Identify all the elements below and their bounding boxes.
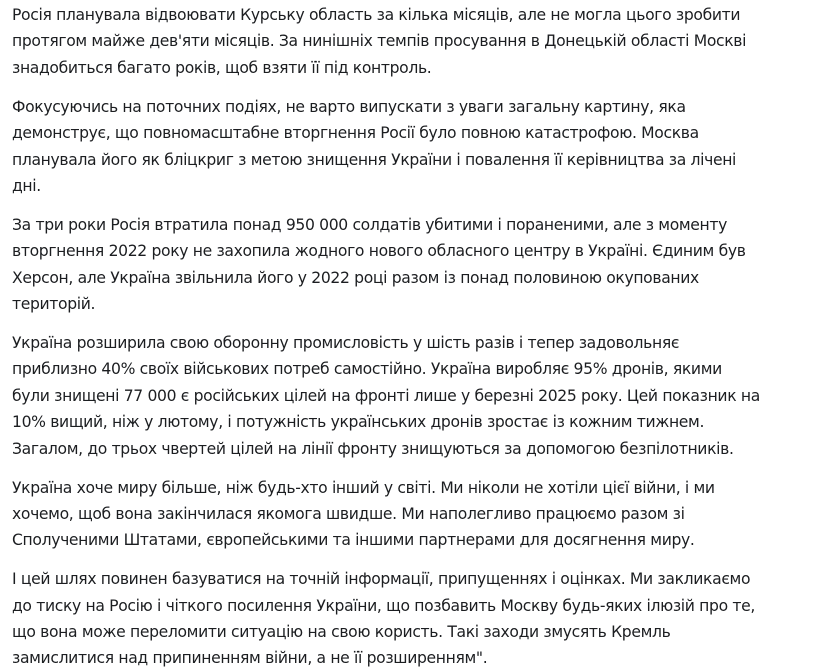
paragraph-6 [12,566,824,672]
text-line: протягом майже дев'яти місяців. За нинішніх темпів просування в Донецькій області Москві [12,32,747,51]
paragraph-2 [12,94,824,200]
text-line: Загалом, до трьох чвертей цілей на лінії фронту знищуються за допомогою безпілотників. [12,439,734,458]
text-line: були знищені 77 000 є російських цілей на фронті лише у березні 2025 року. Цей показник на [12,386,760,405]
text-line: Україна хоче миру більше, ніж будь-хто інший у світі. Ми ніколи не хотіли цієї війни, і ми [12,478,715,497]
paragraph-5 [12,475,824,554]
text-line: Фокусуючись на поточних подіях, не варто випускати з уваги загальну картину, яка [12,97,686,116]
text-line: 10% вищий, ніж у лютому, і потужність українських дронів зростає із кожним тижнем. [12,413,705,432]
text-line: дні. [12,176,41,195]
paragraph-1 [12,2,824,81]
text-line: І цей шлях повинен базуватися на точній інформації, припущеннях і оцінках. Ми закликаємо [12,570,751,589]
text-line: що вона може переломити ситуацію на свою користь. Такі заходи змусять Кремль [12,623,671,642]
text-line: планувала його як бліцкриг з метою знищення України і повалення її керівництва за лічені [12,150,737,169]
text-line: до тиску на Росію і чіткого посилення України, що позбавить Москву будь-яких ілюзій про те, [12,596,755,615]
text-line: приблизно 40% своїх військових потреб самостійно. Україна виробляє 95% дронів, якими [12,360,722,379]
text-line: Росія планувала відвоювати Курську область за кілька місяців, але не могла цього зробити [12,6,741,24]
paragraph-4 [12,330,824,462]
text-line: замислитися над припиненням війни, а не її розширенням". [12,649,488,668]
text-line: вторгнення 2022 року не захопила жодного нового обласного центру в Україні. Єдиним був [12,242,746,261]
paragraph-3 [12,212,824,318]
text-line: територій. [12,295,96,314]
text-line: хочемо, щоб вона закінчилася якомога швидше. Ми наполегливо працюємо разом зі [12,504,685,523]
text-line: Україна розширила свою оборонну промисловість у шість разів і тепер задовольняє [12,333,680,352]
text-line: знадобиться багато років, щоб взяти її під контроль. [12,58,432,77]
text-line: Сполученими Штатами, європейськими та іншими партнерами для досягнення миру. [12,531,695,550]
text-line: демонструє, що повномасштабне вторгнення Росії було повною катастрофою. Москва [12,124,699,143]
text-line: За три роки Росія втратила понад 950 000 солдатів убитими і пораненими, але з моменту [12,215,727,234]
text-line: Херсон, але Україна звільнила його у 2022 році разом із понад половиною окупованих [12,268,699,287]
